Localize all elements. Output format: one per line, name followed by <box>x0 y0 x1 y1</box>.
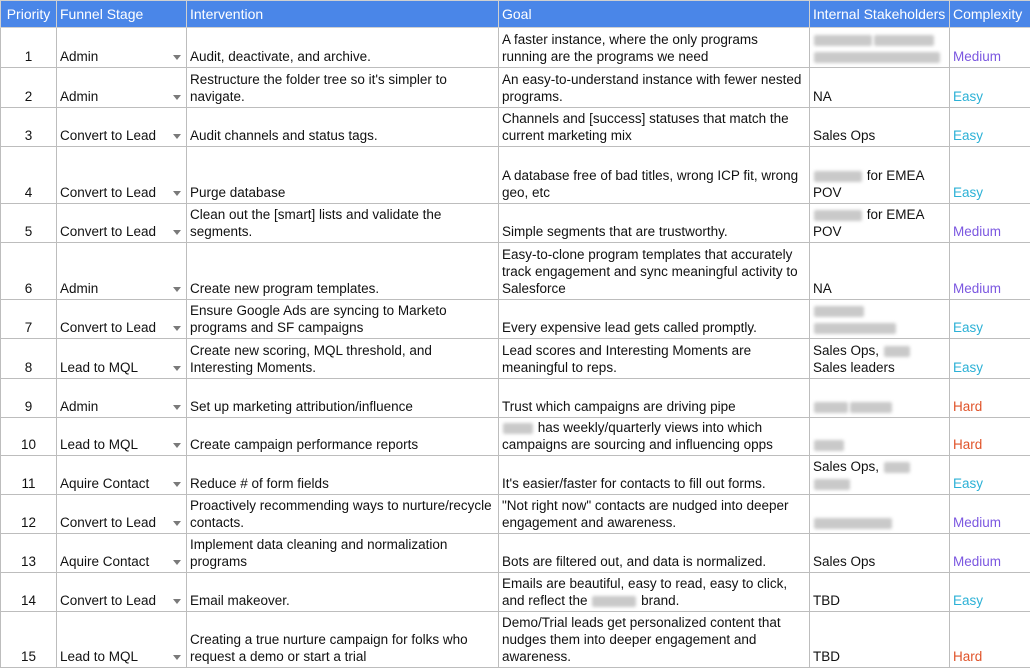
stakeholders-cell[interactable]: Sales Ops, <box>810 456 950 495</box>
dropdown-arrow-icon[interactable] <box>173 482 181 487</box>
table-row <box>1 456 1030 495</box>
table-row <box>1 379 1030 418</box>
goal-cell[interactable]: Simple segments that are trustworthy. <box>499 204 810 243</box>
stakeholders-cell[interactable]: Sales Ops <box>810 534 950 573</box>
redacted-name <box>814 35 872 46</box>
header-intervention[interactable]: Intervention <box>187 1 499 28</box>
table-row <box>1 612 1030 668</box>
table-row <box>1 418 1030 456</box>
stakeholders-cell[interactable] <box>810 495 950 534</box>
goal-cell[interactable]: It's easier/faster for contacts to fill out forms. <box>499 456 810 495</box>
intervention-cell[interactable]: Ensure Google Ads are syncing to Marketo programs and SF campaigns <box>187 300 499 339</box>
funnel-stage-value: Convert to Lead <box>60 128 156 143</box>
priority-cell[interactable]: 9 <box>1 379 57 418</box>
dropdown-arrow-icon[interactable] <box>173 560 181 565</box>
intervention-cell[interactable]: Clean out the [smart] lists and validate the segments. <box>187 204 499 243</box>
funnel-stage-dropdown[interactable] <box>57 534 187 573</box>
goal-cell[interactable]: Lead scores and Interesting Moments are meaningful to reps. <box>499 339 810 379</box>
stakeholders-cell[interactable]: Sales Ops, Sales leaders <box>810 339 950 379</box>
funnel-stage-dropdown[interactable] <box>57 573 187 612</box>
dropdown-arrow-icon[interactable] <box>173 230 181 235</box>
table-row <box>1 108 1030 147</box>
goal-cell[interactable]: Every expensive lead gets called promptly. <box>499 300 810 339</box>
funnel-stage-dropdown[interactable] <box>57 612 187 668</box>
intervention-cell[interactable]: Create campaign performance reports <box>187 418 499 456</box>
funnel-stage-dropdown[interactable] <box>57 28 187 68</box>
complexity-cell[interactable]: Medium <box>950 204 1030 243</box>
funnel-stage-dropdown[interactable] <box>57 300 187 339</box>
funnel-stage-dropdown[interactable] <box>57 108 187 147</box>
complexity-cell[interactable]: Hard <box>950 379 1030 418</box>
goal-cell[interactable]: An easy-to-understand instance with fewer nested programs. <box>499 68 810 108</box>
header-priority[interactable]: Priority <box>1 1 57 28</box>
funnel-stage-value: Convert to Lead <box>60 224 156 239</box>
intervention-cell[interactable]: Reduce # of form fields <box>187 456 499 495</box>
stakeholders-cell[interactable]: Sales Ops <box>810 108 950 147</box>
goal-cell[interactable]: Emails are beautiful, easy to read, easy to click, and reflect the brand. <box>499 573 810 612</box>
stakeholders-cell[interactable] <box>810 418 950 456</box>
redacted-name <box>884 462 910 473</box>
goal-cell[interactable]: Trust which campaigns are driving pipe <box>499 379 810 418</box>
funnel-stage-dropdown[interactable] <box>57 495 187 534</box>
funnel-stage-dropdown[interactable] <box>57 68 187 108</box>
redacted-name <box>850 402 892 413</box>
stakeholders-cell[interactable]: TBD <box>810 612 950 668</box>
stakeholders-cell[interactable]: for EMEA POV <box>810 204 950 243</box>
goal-cell[interactable]: Demo/Trial leads get personalized content that nudges them into deeper engagement and awareness. <box>499 612 810 668</box>
redacted-name <box>884 346 910 357</box>
dropdown-arrow-icon[interactable] <box>173 655 181 660</box>
table-row <box>1 147 1030 204</box>
dropdown-arrow-icon[interactable] <box>173 521 181 526</box>
header-row <box>1 1 1030 28</box>
redacted-name <box>814 440 844 451</box>
dropdown-arrow-icon[interactable] <box>173 95 181 100</box>
funnel-stage-dropdown[interactable] <box>57 418 187 456</box>
funnel-stage-dropdown[interactable] <box>57 243 187 300</box>
priority-cell[interactable]: 5 <box>1 204 57 243</box>
priority-cell[interactable]: 8 <box>1 339 57 379</box>
table-row <box>1 204 1030 243</box>
intervention-cell[interactable]: Restructure the folder tree so it's simpler to navigate. <box>187 68 499 108</box>
priority-cell[interactable]: 6 <box>1 243 57 300</box>
funnel-stage-value: Admin <box>60 49 98 64</box>
intervention-cell[interactable]: Audit channels and status tags. <box>187 108 499 147</box>
header-goal[interactable]: Goal <box>499 1 810 28</box>
redacted-name <box>874 35 934 46</box>
funnel-stage-value: Convert to Lead <box>60 320 156 335</box>
funnel-stage-value: Admin <box>60 89 98 104</box>
funnel-stage-value: Admin <box>60 399 98 414</box>
table-row <box>1 243 1030 300</box>
redacted-name <box>814 479 850 490</box>
stakeholders-cell[interactable] <box>810 300 950 339</box>
funnel-stage-value: Lead to MQL <box>60 649 138 664</box>
redacted-name <box>592 596 636 607</box>
funnel-stage-value: Admin <box>60 281 98 296</box>
table-row <box>1 28 1030 68</box>
redacted-name <box>814 306 864 317</box>
funnel-stage-value: Convert to Lead <box>60 185 156 200</box>
table-row <box>1 573 1030 612</box>
priority-cell[interactable]: 4 <box>1 147 57 204</box>
intervention-cell[interactable]: Proactively recommending ways to nurture/recycle contacts. <box>187 495 499 534</box>
intervention-cell[interactable]: Create new scoring, MQL threshold, and Interesting Moments. <box>187 339 499 379</box>
intervention-cell[interactable]: Email makeover. <box>187 573 499 612</box>
priority-cell[interactable]: 3 <box>1 108 57 147</box>
funnel-stage-dropdown[interactable] <box>57 339 187 379</box>
goal-cell[interactable]: A database free of bad titles, wrong ICP fit, wrong geo, etc <box>499 147 810 204</box>
dropdown-arrow-icon[interactable] <box>173 405 181 410</box>
stakeholders-cell[interactable]: TBD <box>810 573 950 612</box>
dropdown-arrow-icon[interactable] <box>173 191 181 196</box>
complexity-cell[interactable]: Medium <box>950 28 1030 68</box>
intervention-cell[interactable]: Creating a true nurture campaign for folks who request a demo or start a trial <box>187 612 499 668</box>
priority-cell[interactable]: 14 <box>1 573 57 612</box>
goal-cell[interactable]: Channels and [success] statuses that match the current marketing mix <box>499 108 810 147</box>
funnel-stage-value: Convert to Lead <box>60 515 156 530</box>
intervention-cell[interactable]: Create new program templates. <box>187 243 499 300</box>
redacted-name <box>814 323 896 334</box>
funnel-stage-dropdown[interactable] <box>57 456 187 495</box>
intervention-cell[interactable]: Set up marketing attribution/influence <box>187 379 499 418</box>
complexity-cell[interactable]: Hard <box>950 612 1030 668</box>
stakeholders-cell[interactable]: NA <box>810 243 950 300</box>
complexity-cell[interactable]: Easy <box>950 108 1030 147</box>
priority-cell[interactable]: 11 <box>1 456 57 495</box>
dropdown-arrow-icon[interactable] <box>173 366 181 371</box>
redacted-name <box>503 423 533 434</box>
priority-cell[interactable]: 1 <box>1 28 57 68</box>
funnel-stage-value: Lead to MQL <box>60 437 138 452</box>
table-row <box>1 534 1030 573</box>
redacted-name <box>814 210 862 221</box>
dropdown-arrow-icon[interactable] <box>173 599 181 604</box>
complexity-cell[interactable]: Easy <box>950 147 1030 204</box>
complexity-cell[interactable]: Hard <box>950 418 1030 456</box>
redacted-name <box>814 171 862 182</box>
dropdown-arrow-icon[interactable] <box>173 134 181 139</box>
complexity-cell[interactable]: Easy <box>950 300 1030 339</box>
priority-cell[interactable]: 12 <box>1 495 57 534</box>
dropdown-arrow-icon[interactable] <box>173 443 181 448</box>
complexity-cell[interactable]: Easy <box>950 339 1030 379</box>
priority-cell[interactable]: 7 <box>1 300 57 339</box>
priority-cell[interactable]: 15 <box>1 612 57 668</box>
priority-cell[interactable]: 13 <box>1 534 57 573</box>
stakeholders-cell[interactable]: NA <box>810 68 950 108</box>
funnel-stage-value: Lead to MQL <box>60 360 138 375</box>
complexity-cell[interactable]: Easy <box>950 573 1030 612</box>
funnel-stage-value: Aquire Contact <box>60 554 149 569</box>
table-row <box>1 300 1030 339</box>
goal-cell[interactable]: Easy-to-clone program templates that accurately track engagement and sync meaningful activity to Salesforce <box>499 243 810 300</box>
stakeholders-cell[interactable] <box>810 379 950 418</box>
table-row <box>1 68 1030 108</box>
complexity-cell[interactable]: Easy <box>950 68 1030 108</box>
goal-cell[interactable]: has weekly/quarterly views into which campaigns are sourcing and influencing opps <box>499 418 810 456</box>
goal-cell[interactable]: "Not right now" contacts are nudged into deeper engagement and awareness. <box>499 495 810 534</box>
complexity-cell[interactable]: Easy <box>950 456 1030 495</box>
dropdown-arrow-icon[interactable] <box>173 55 181 60</box>
redacted-name <box>814 52 940 63</box>
complexity-cell[interactable]: Medium <box>950 495 1030 534</box>
stakeholders-cell[interactable]: for EMEA POV <box>810 147 950 204</box>
priority-cell[interactable]: 2 <box>1 68 57 108</box>
table-row <box>1 495 1030 534</box>
table-row <box>1 339 1030 379</box>
funnel-stage-value: Convert to Lead <box>60 593 156 608</box>
intervention-cell[interactable]: Implement data cleaning and normalization programs <box>187 534 499 573</box>
header-funnel-stage[interactable]: Funnel Stage <box>57 1 187 28</box>
stakeholders-cell[interactable] <box>810 28 950 68</box>
funnel-stage-dropdown[interactable] <box>57 147 187 204</box>
redacted-name <box>814 402 848 413</box>
intervention-cell[interactable]: Purge database <box>187 147 499 204</box>
complexity-cell[interactable]: Medium <box>950 534 1030 573</box>
funnel-stage-value: Aquire Contact <box>60 476 149 491</box>
complexity-cell[interactable]: Medium <box>950 243 1030 300</box>
priority-cell[interactable]: 10 <box>1 418 57 456</box>
funnel-stage-dropdown[interactable] <box>57 204 187 243</box>
goal-cell[interactable]: A faster instance, where the only programs running are the programs we need <box>499 28 810 68</box>
redacted-name <box>814 518 892 529</box>
goal-cell[interactable]: Bots are filtered out, and data is normalized. <box>499 534 810 573</box>
intervention-cell[interactable]: Audit, deactivate, and archive. <box>187 28 499 68</box>
dropdown-arrow-icon[interactable] <box>173 287 181 292</box>
header-complexity[interactable]: Complexity <box>950 1 1030 28</box>
funnel-stage-dropdown[interactable] <box>57 379 187 418</box>
header-internal-stakeholders[interactable]: Internal Stakeholders <box>810 1 950 28</box>
dropdown-arrow-icon[interactable] <box>173 326 181 331</box>
